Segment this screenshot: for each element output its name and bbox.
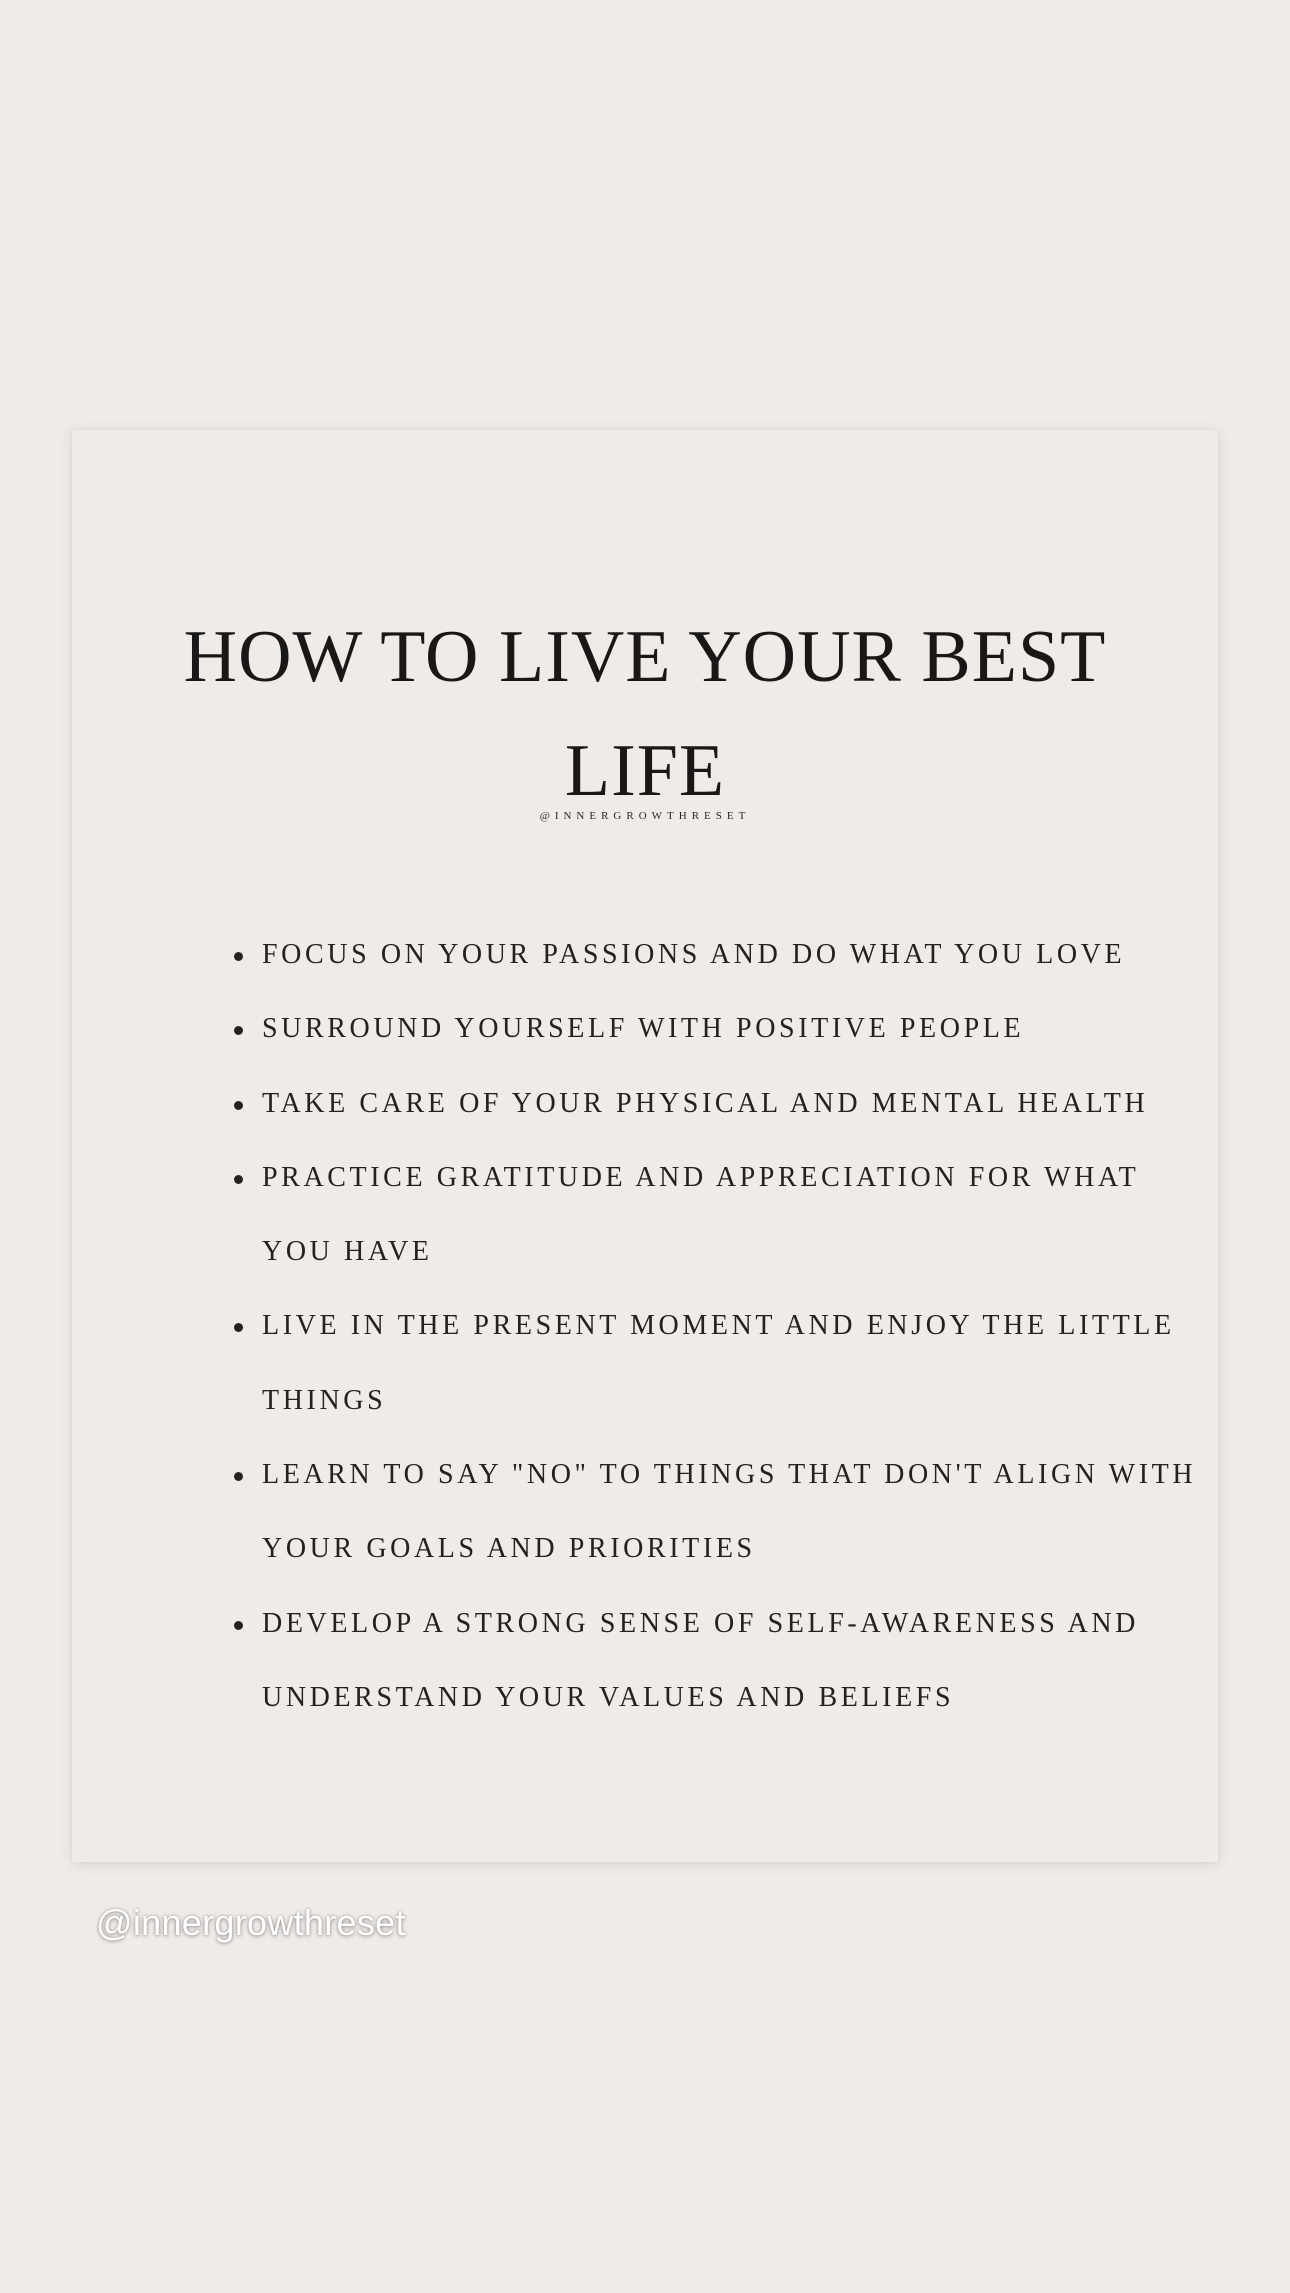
card-handle: @INNERGROWTHRESET <box>539 810 751 822</box>
bullet-icon <box>234 1101 243 1110</box>
post-title: HOW TO LIVE YOUR BEST LIFE <box>183 616 1107 812</box>
tips-list <box>190 918 1200 1735</box>
list-item-text: FOCUS ON YOUR PASSIONS AND DO WHAT YOU LOVE <box>262 939 1126 970</box>
list-item <box>190 1438 1200 1587</box>
bullet-icon <box>234 1472 243 1481</box>
watermark-handle[interactable]: @innergrowthreset <box>96 1902 406 1943</box>
quote-card <box>72 430 1218 1862</box>
list-item <box>190 918 1200 992</box>
list-item-text: SURROUND YOURSELF WITH POSITIVE PEOPLE <box>262 1013 1025 1045</box>
list-item-text: TAKE CARE OF YOUR PHYSICAL AND MENTAL HEALTH <box>262 1087 1149 1119</box>
list-item <box>190 1141 1200 1290</box>
list-item-text: LIVE IN THE PRESENT MOMENT AND ENJOY THE LITTLE THINGS <box>262 1310 1175 1416</box>
list-item <box>190 992 1200 1066</box>
list-item <box>190 1587 1200 1736</box>
bullet-icon <box>234 1621 243 1630</box>
list-item <box>190 1289 1200 1438</box>
list-item-text: PRACTICE GRATITUDE AND APPRECIATION FOR WHAT YOU HAVE <box>262 1161 1139 1268</box>
list-item <box>190 1067 1200 1141</box>
list-item-text: DEVELOP A STRONG SENSE OF SELF-AWARENESS AND UNDERSTAND YOUR VALUES AND BELIEFS <box>262 1607 1139 1713</box>
bullet-icon <box>234 1175 243 1184</box>
bullet-icon <box>234 1323 243 1332</box>
bullet-icon <box>234 952 243 961</box>
list-item-text: LEARN TO SAY "NO" TO THINGS THAT DON'T ALIGN WITH YOUR GOALS AND PRIORITIES <box>262 1459 1197 1565</box>
bullet-icon <box>234 1026 243 1035</box>
